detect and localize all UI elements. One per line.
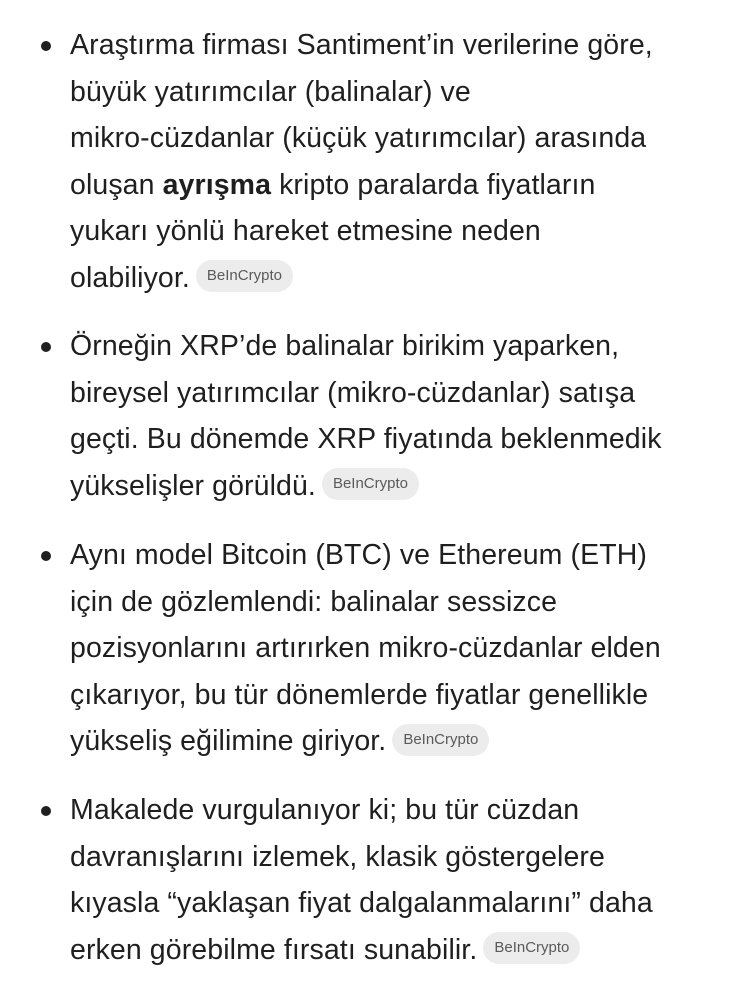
text-line: yukarı yönlü hareket etmesine neden bbox=[70, 215, 541, 248]
text-line: mikro-cüzdanlar (küçük yatırımcılar) arasında bbox=[70, 122, 647, 155]
text-line: Makalede vurgulanıyor ki; bu tür cüzdan bbox=[70, 794, 580, 826]
text-line bbox=[70, 463, 720, 510]
text-line: Örneğin XRP’de balinalar birikim yaparken, bbox=[70, 330, 620, 362]
text-segment: olabiliyor. bbox=[70, 261, 190, 294]
text-line: geçti. Bu dönemde XRP fiyatında beklenmedik bbox=[70, 423, 662, 456]
source-chip-beincrypto[interactable]: BeInCrypto bbox=[196, 260, 293, 292]
text-line: Aynı model Bitcoin (BTC) ve Ethereum (ETH) bbox=[70, 539, 648, 571]
list-item-text bbox=[70, 22, 720, 302]
text-line: büyük yatırımcılar (balinalar) ve bbox=[70, 75, 471, 108]
text-segment: oluşan bbox=[70, 168, 163, 201]
text-segment: yükseliş eğilimine giriyor. bbox=[70, 725, 387, 758]
bullet-dot-icon bbox=[41, 551, 51, 561]
bullet-dot-icon bbox=[41, 806, 51, 816]
source-chip-beincrypto[interactable]: BeInCrypto bbox=[483, 932, 580, 964]
source-chip-beincrypto[interactable]: BeInCrypto bbox=[392, 724, 489, 756]
text-line bbox=[70, 927, 720, 974]
list-item-text bbox=[70, 787, 720, 973]
text-line bbox=[70, 718, 720, 765]
text-line bbox=[70, 255, 720, 302]
text-segment: erken görebilme fırsatı sunabilir. bbox=[70, 933, 478, 966]
text-line: bireysel yatırımcılar (mikro-cüzdanlar) satışa bbox=[70, 376, 636, 409]
list-item-text bbox=[70, 323, 720, 509]
source-chip-beincrypto[interactable]: BeInCrypto bbox=[322, 468, 419, 500]
text-line bbox=[70, 162, 720, 209]
text-line: kıyasla “yaklaşan fiyat dalgalanmalarını” daha bbox=[70, 887, 653, 920]
bullet-dot-icon bbox=[41, 41, 51, 51]
text-line: çıkarıyor, bu tür dönemlerde fiyatlar genellikle bbox=[70, 678, 649, 711]
text-line: davranışlarını izlemek, klasik göstergelere bbox=[70, 840, 605, 873]
text-segment: yükselişler görüldü. bbox=[70, 469, 316, 502]
text-line: için de gözlemlendi: balinalar sessizce bbox=[70, 585, 558, 618]
emphasized-term: ayrışma bbox=[162, 168, 272, 201]
text-line: pozisyonlarını artırırken mikro-cüzdanlar elden bbox=[70, 632, 661, 665]
bullet-dot-icon bbox=[41, 342, 51, 352]
text-line: Araştırma firması Santiment’in verilerine göre, bbox=[70, 29, 653, 61]
text-segment: kripto paralarda fiyatların bbox=[271, 168, 596, 201]
list-item-text bbox=[70, 532, 720, 765]
